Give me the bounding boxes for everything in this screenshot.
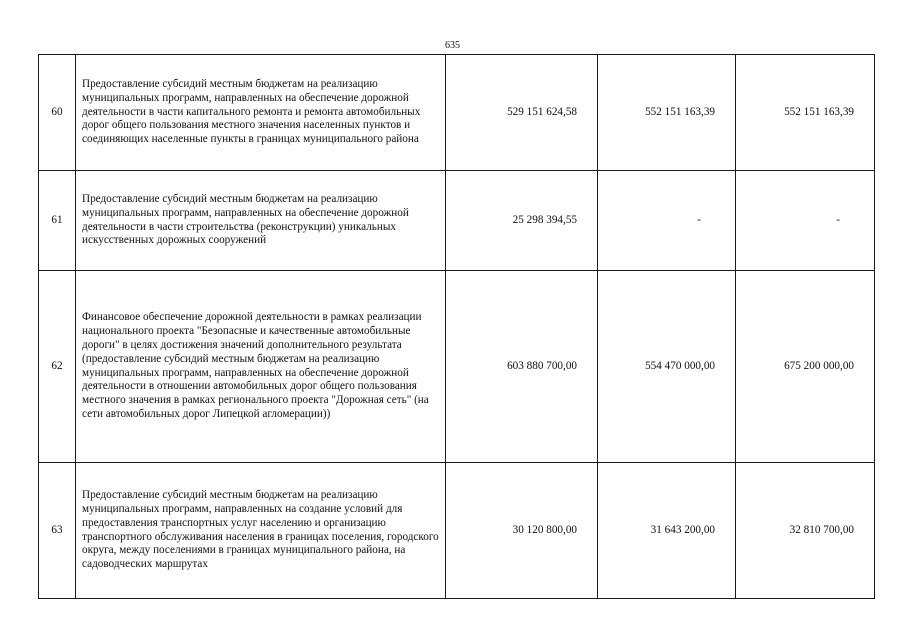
budget-table — [38, 54, 875, 599]
row-number: 61 — [39, 171, 76, 271]
row-number: 63 — [39, 463, 76, 599]
row-description: Предоставление субсидий местным бюджетам на реализацию муниципальных программ, направленных на обеспечение дорожной деятельности в части капитального ремонта и ремонта автомобильных дорог общего пользования местного значения населенных пунктов и соединяющих населенные пункты в границах муниципального района — [82, 77, 421, 146]
amount-year-2: - — [697, 213, 701, 226]
table-row-60 — [39, 55, 875, 171]
table-row-61 — [39, 171, 875, 271]
amount-year-1: 30 120 800,00 — [512, 523, 577, 536]
row-number: 60 — [39, 55, 76, 171]
page-number: 635 — [445, 40, 460, 51]
table-row-63 — [39, 463, 875, 599]
amount-year-2: 31 643 200,00 — [650, 523, 715, 536]
amount-year-3: 675 200 000,00 — [784, 359, 854, 372]
row-description: Предоставление субсидий местным бюджетам на реализацию муниципальных программ, направленных на создание условий для предоставления транспортных услуг населению и организацию транспортного обслуживания населения в границах поселения, городского округа, между поселениями в границах муниципального района, на садоводческих маршрутах — [82, 488, 439, 571]
amount-year-1: 603 880 700,00 — [507, 359, 577, 372]
amount-year-2: 552 151 163,39 — [645, 105, 715, 118]
amount-year-1: 529 151 624,58 — [507, 105, 577, 118]
row-description: Финансовое обеспечение дорожной деятельности в рамках реализации национального проекта "Безопасные и качественные автомобильные дороги" в целях достижения значений дополнительного результата (предоставление субсидий местным бюджетам на реализацию муниципальных программ, направленных на обеспечение дорожной деятельности в отношении автомобильных дорог общего пользования местного значения в рамках регионального проекта "Дорожная сеть" (на сети автомобильных дорог Липецкой агломерации)) — [82, 310, 429, 421]
row-number: 62 — [39, 271, 76, 463]
amount-year-1: 25 298 394,55 — [512, 213, 577, 226]
amount-year-3: - — [836, 213, 840, 226]
amount-year-2: 554 470 000,00 — [645, 359, 715, 372]
amount-year-3: 32 810 700,00 — [789, 523, 854, 536]
row-description: Предоставление субсидий местным бюджетам на реализацию муниципальных программ, направленных на обеспечение дорожной деятельности в части строительства (реконструкции) уникальных искусственных дорожных сооружений — [82, 192, 409, 247]
amount-year-3: 552 151 163,39 — [784, 105, 854, 118]
table-row-62 — [39, 271, 875, 463]
